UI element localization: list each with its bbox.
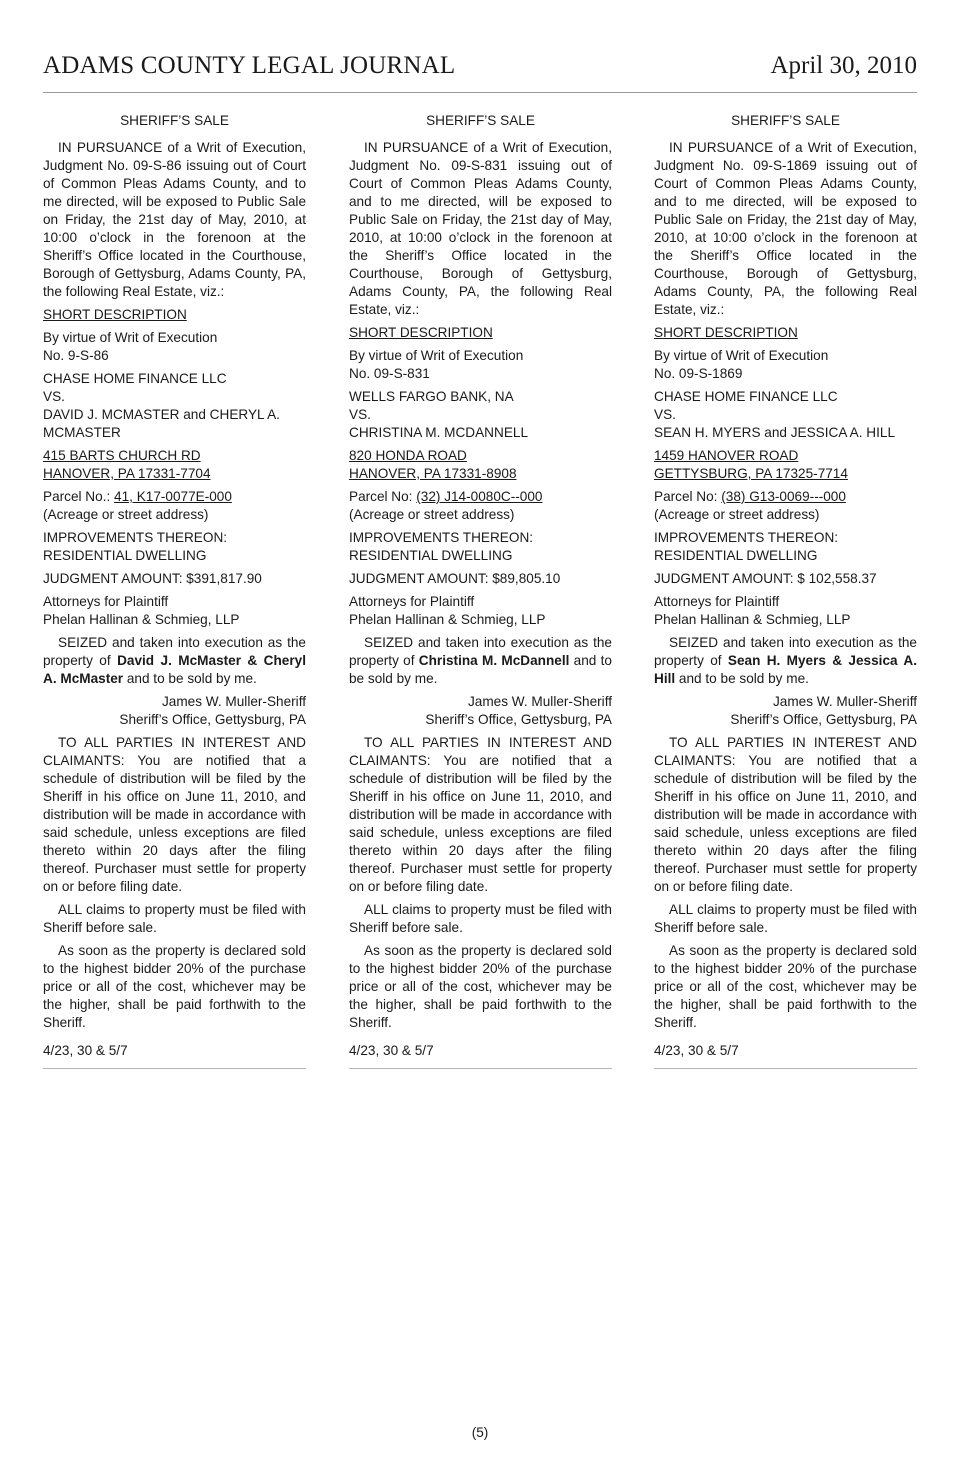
sheriff-name: James W. Muller-Sheriff xyxy=(467,694,612,709)
notice-column-2 xyxy=(349,112,612,1069)
acreage-note: (Acreage or street address) xyxy=(349,507,515,522)
improvements-label: IMPROVEMENTS THEREON: xyxy=(43,530,228,545)
page-header xyxy=(43,52,917,93)
plaintiff: WELLS FARGO BANK, NA xyxy=(349,389,514,404)
property-address xyxy=(654,447,917,483)
sold-notice: As soon as the property is declared sold to the highest bidder 20% of the purchase price or all of the cost, whichever may be the higher, shall be paid forthwith to the Sheriff. xyxy=(349,943,612,1030)
improvements-block xyxy=(349,529,612,565)
judgment-amount: JUDGMENT AMOUNT: $89,805.10 xyxy=(349,571,561,586)
claims-notice: ALL claims to property must be filed with Sheriff before sale. xyxy=(43,902,306,935)
versus: VS. xyxy=(43,389,65,404)
seized-suffix: and to be sold by me. xyxy=(675,671,809,686)
notice-title: SHERIFF’S SALE xyxy=(120,113,229,128)
parcel-label: Parcel No: xyxy=(654,489,722,504)
address-line-2: HANOVER, PA 17331-8908 xyxy=(349,466,517,481)
parcel-number: (38) G13-0069---000 xyxy=(721,489,846,504)
property-owner: David J. McMaster & Cheryl A. McMaster xyxy=(43,653,306,686)
notice-intro: IN PURSUANCE of a Writ of Execution, Judgment No. 09-S-1869 issuing out of Court of Common Pleas Adams County, and to me directed, will be exposed to Public Sale on Friday, the 21st day of May, 2010, at 10:00 o’clock in the forenoon at the Sheriff’s Office located in the Courthouse, Borough of Gettysburg, Adams County, PA, the following Real Estate, viz.: xyxy=(654,140,917,317)
attorneys-label: Attorneys for Plaintiff xyxy=(349,594,475,609)
seized-prefix: SEIZED and taken into execution as the property of xyxy=(43,635,306,668)
publication-dates: 4/23, 30 & 5/7 xyxy=(349,1043,434,1058)
address-line-2: GETTYSBURG, PA 17325-7714 xyxy=(654,466,848,481)
writ-line-2: No. 09-S-831 xyxy=(349,366,430,381)
writ-line-1: By virtue of Writ of Execution xyxy=(349,348,524,363)
claims-notice: ALL claims to property must be filed with Sheriff before sale. xyxy=(349,902,612,935)
sold-notice: As soon as the property is declared sold to the highest bidder 20% of the purchase price or all of the cost, whichever may be the higher, shall be paid forthwith to the Sheriff. xyxy=(43,943,306,1030)
seized-suffix: and to be sold by me. xyxy=(123,671,257,686)
claims-notice: ALL claims to property must be filed with Sheriff before sale. xyxy=(654,902,917,935)
column-divider xyxy=(654,1068,917,1069)
parcel-number: (32) J14-0080C--000 xyxy=(416,489,543,504)
improvements-label: IMPROVEMENTS THEREON: xyxy=(349,530,534,545)
address-line-1: 820 HONDA ROAD xyxy=(349,448,467,463)
attorneys-firm: Phelan Hallinan & Schmieg, LLP xyxy=(349,612,546,627)
sold-notice: As soon as the property is declared sold to the highest bidder 20% of the purchase price or all of the cost, whichever may be the higher, shall be paid forthwith to the Sheriff. xyxy=(654,943,917,1030)
parties-block xyxy=(349,388,612,442)
publication-dates: 4/23, 30 & 5/7 xyxy=(654,1043,739,1058)
short-description-label: SHORT DESCRIPTION xyxy=(654,325,798,340)
writ-block xyxy=(654,347,917,383)
property-address xyxy=(349,447,612,483)
address-line-2: HANOVER, PA 17331-7704 xyxy=(43,466,211,481)
seized-paragraph xyxy=(349,634,612,688)
plaintiff: CHASE HOME FINANCE LLC xyxy=(654,389,838,404)
issue-date: April 30, 2010 xyxy=(770,52,917,79)
parcel-label: Parcel No: xyxy=(349,489,417,504)
page-number: (5) xyxy=(471,1425,489,1440)
parcel-block xyxy=(349,488,612,524)
versus: VS. xyxy=(654,407,676,422)
address-line-1: 1459 HANOVER ROAD xyxy=(654,448,799,463)
writ-block xyxy=(349,347,612,383)
attorneys-block xyxy=(43,593,306,629)
writ-line-1: By virtue of Writ of Execution xyxy=(43,330,218,345)
seized-paragraph xyxy=(43,634,306,688)
sheriff-office: Sheriff’s Office, Gettysburg, PA xyxy=(730,712,917,727)
improvements-label: IMPROVEMENTS THEREON: xyxy=(654,530,839,545)
column-divider xyxy=(43,1068,306,1069)
parcel-label: Parcel No.: xyxy=(43,489,115,504)
parties-notice: TO ALL PARTIES IN INTEREST AND CLAIMANTS: You are notified that a schedule of distribution will be filed by the Sheriff in his office on June 11, 2010, and distribution will be made in accordance with said schedule, unless exceptions are filed thereto within 20 days after the filing thereof. Purchaser must settle for property on or before filing date. xyxy=(349,735,612,894)
seized-prefix: SEIZED and taken into execution as the property of xyxy=(349,635,612,668)
improvements-block xyxy=(654,529,917,565)
writ-block xyxy=(43,329,306,365)
seized-prefix: SEIZED and taken into execution as the property of xyxy=(654,635,917,668)
sheriff-office: Sheriff’s Office, Gettysburg, PA xyxy=(119,712,306,727)
notice-title: SHERIFF’S SALE xyxy=(731,113,840,128)
sheriff-name: James W. Muller-Sheriff xyxy=(772,694,917,709)
short-description-label: SHORT DESCRIPTION xyxy=(43,307,187,322)
parcel-block xyxy=(654,488,917,524)
property-owner: Sean H. Myers & Jessica A. Hill xyxy=(654,653,917,686)
improvements-block xyxy=(43,529,306,565)
parcel-block xyxy=(43,488,306,524)
address-line-1: 415 BARTS CHURCH RD xyxy=(43,448,201,463)
short-description-label: SHORT DESCRIPTION xyxy=(349,325,493,340)
parties-notice: TO ALL PARTIES IN INTEREST AND CLAIMANTS: You are notified that a schedule of distribution will be filed by the Sheriff in his office on June 11, 2010, and distribution will be made in accordance with said schedule, unless exceptions are filed thereto within 20 days after the filing thereof. Purchaser must settle for property on or before filing date. xyxy=(654,735,917,894)
attorneys-label: Attorneys for Plaintiff xyxy=(43,594,169,609)
attorneys-firm: Phelan Hallinan & Schmieg, LLP xyxy=(654,612,851,627)
versus: VS. xyxy=(349,407,371,422)
sheriff-office: Sheriff’s Office, Gettysburg, PA xyxy=(425,712,612,727)
judgment-amount: JUDGMENT AMOUNT: $391,817.90 xyxy=(43,571,262,586)
property-address xyxy=(43,447,306,483)
writ-line-1: By virtue of Writ of Execution xyxy=(654,348,829,363)
improvements-value: RESIDENTIAL DWELLING xyxy=(349,548,513,563)
notice-column-3 xyxy=(654,112,917,1069)
attorneys-block xyxy=(654,593,917,629)
notice-intro: IN PURSUANCE of a Writ of Execution, Judgment No. 09-S-831 issuing out of Court of Common Pleas Adams County, and to me directed, will be exposed to Public Sale on Friday, the 21st day of May, 2010, at 10:00 o’clock in the forenoon at the Sheriff’s Office located in the Courthouse, Borough of Gettysburg, Adams County, PA, the following Real Estate, viz.: xyxy=(349,140,612,317)
attorneys-block xyxy=(349,593,612,629)
parties-notice: TO ALL PARTIES IN INTEREST AND CLAIMANTS: You are notified that a schedule of distribution will be filed by the Sheriff in his office on June 11, 2010, and distribution will be made in accordance with said schedule, unless exceptions are filed thereto within 20 days after the filing thereof. Purchaser must settle for property on or before filing date. xyxy=(43,735,306,894)
defendant: DAVID J. MCMASTER and CHERYL A. MCMASTER xyxy=(43,407,280,440)
plaintiff: CHASE HOME FINANCE LLC xyxy=(43,371,227,386)
improvements-value: RESIDENTIAL DWELLING xyxy=(43,548,207,563)
acreage-note: (Acreage or street address) xyxy=(43,507,209,522)
attorneys-label: Attorneys for Plaintiff xyxy=(654,594,780,609)
seized-suffix: and to be sold by me. xyxy=(349,653,612,686)
writ-line-2: No. 09-S-1869 xyxy=(654,366,743,381)
publication-dates: 4/23, 30 & 5/7 xyxy=(43,1043,128,1058)
defendant: CHRISTINA M. MCDANNELL xyxy=(349,425,529,440)
seized-paragraph xyxy=(654,634,917,688)
improvements-value: RESIDENTIAL DWELLING xyxy=(654,548,818,563)
defendant: SEAN H. MYERS and JESSICA A. HILL xyxy=(654,425,896,440)
property-owner: Christina M. McDannell xyxy=(418,653,570,668)
parties-block xyxy=(654,388,917,442)
notice-intro: IN PURSUANCE of a Writ of Execution, Judgment No. 09-S-86 issuing out of Court of Common Pleas Adams County, and to me directed, will be exposed to Public Sale on Friday, the 21st day of May, 2010, at 10:00 o’clock in the forenoon at the Sheriff’s Office located in the Courthouse, Borough of Gettysburg, Adams County, PA, the following Real Estate, viz.: xyxy=(43,140,306,299)
sheriff-name: James W. Muller-Sheriff xyxy=(161,694,306,709)
journal-title: ADAMS COUNTY LEGAL JOURNAL xyxy=(43,52,456,79)
notice-column-1 xyxy=(43,112,306,1069)
attorneys-firm: Phelan Hallinan & Schmieg, LLP xyxy=(43,612,240,627)
notice-title: SHERIFF’S SALE xyxy=(426,113,535,128)
writ-line-2: No. 9-S-86 xyxy=(43,348,109,363)
column-divider xyxy=(349,1068,612,1069)
acreage-note: (Acreage or street address) xyxy=(654,507,820,522)
judgment-amount: JUDGMENT AMOUNT: $ 102,558.37 xyxy=(654,571,877,586)
parties-block xyxy=(43,370,306,442)
parcel-number: 41, K17-0077E-000 xyxy=(114,489,232,504)
